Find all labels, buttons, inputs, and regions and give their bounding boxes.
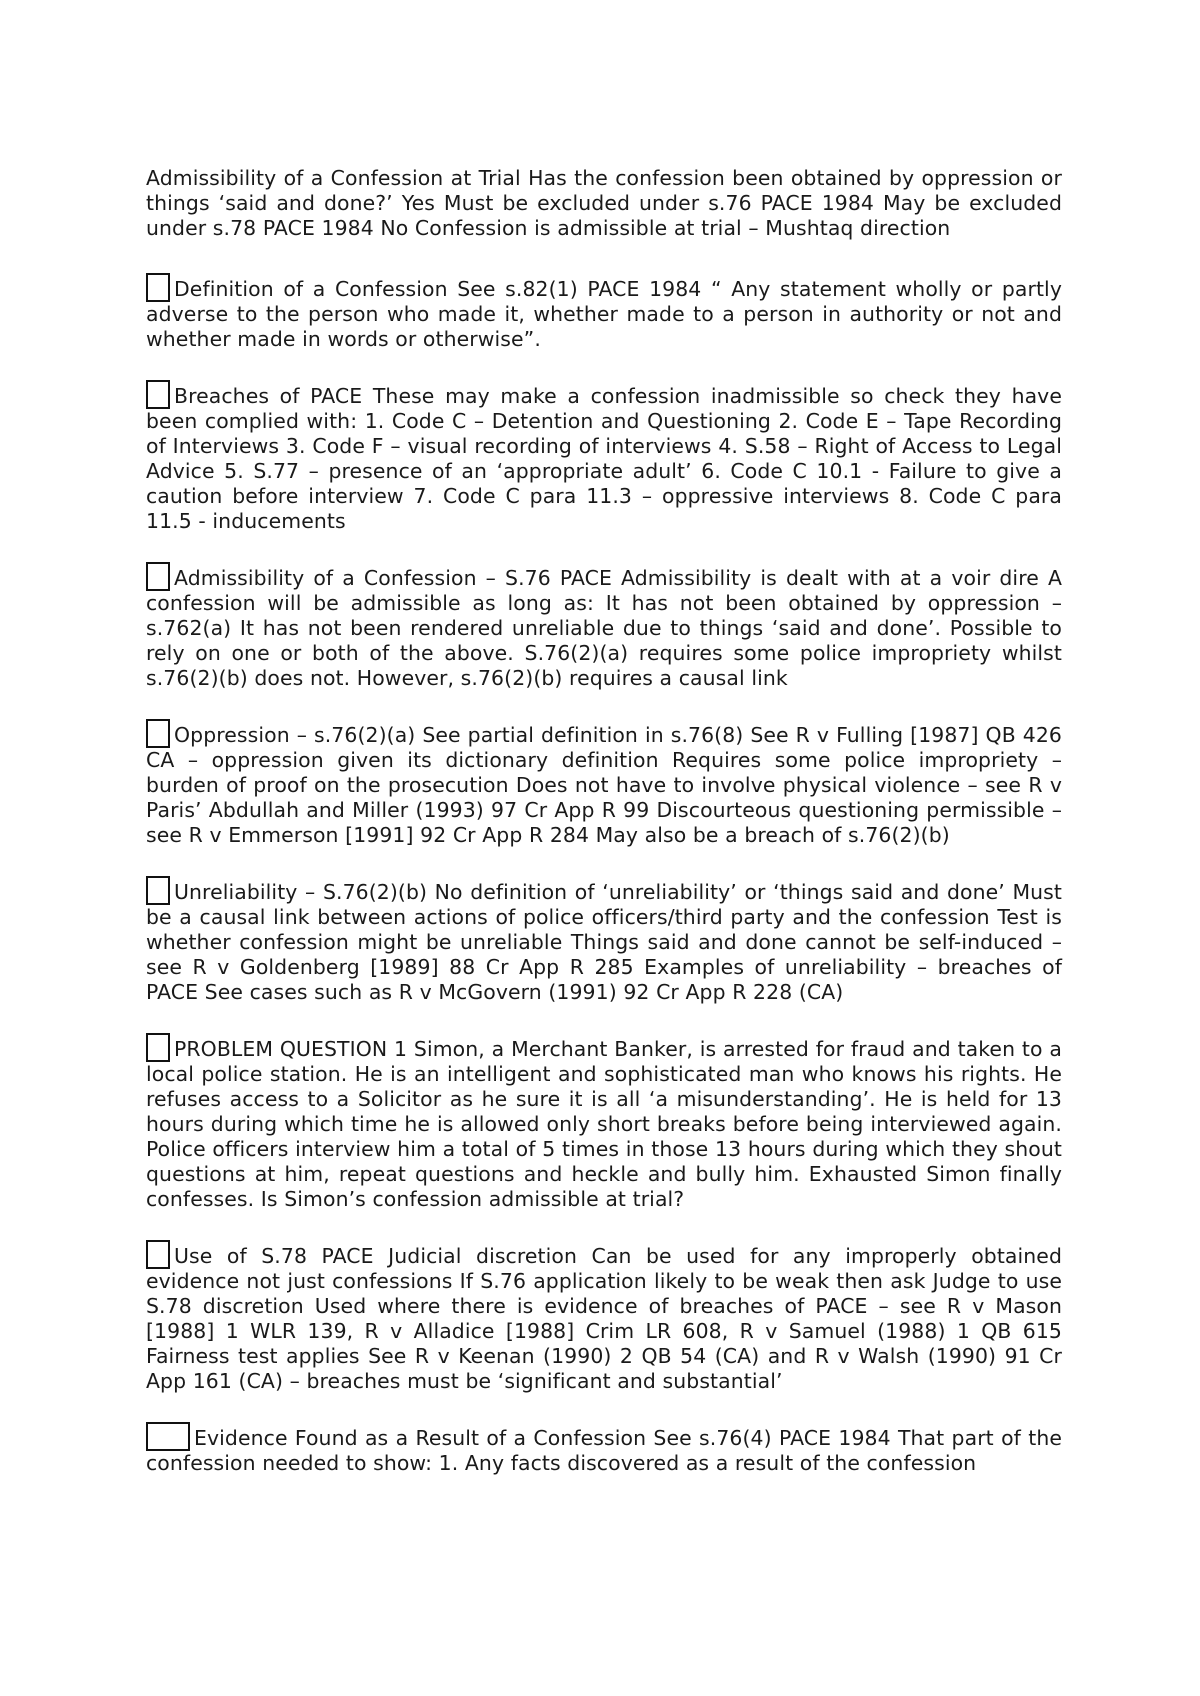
paragraph-text: Oppression – s.76(2)(a) See partial definition in s.76(8) See R v Fulling [1987] QB 426 CA – oppression given its dictionary definition Requires some police impropriety – burden of proof on the prosecution Does not have to involve physical violence – see R v Paris’ Abdullah and Miller (1993) 97 Cr App R 99 Discourteous questioning permissible – see R v Emmerson [1991] 92 Cr App R 284 May also be a breach of s.76(2)(b): [146, 723, 1062, 847]
checkbox-square-icon: [146, 1033, 170, 1062]
checkbox-square-icon: [146, 1422, 190, 1451]
paragraph-breaches: [146, 380, 1062, 534]
paragraph-text: Evidence Found as a Result of a Confession See s.76(4) PACE 1984 That part of the confession needed to show: 1. Any facts discovered as a result of the confession: [146, 1426, 1062, 1475]
paragraph-oppression: [146, 719, 1062, 848]
paragraph-evidence-found: [146, 1422, 1062, 1476]
paragraph-text: Unreliability – S.76(2)(b) No definition of ‘unreliability’ or ‘things said and done’ Must be a causal link between actions of police officers/third party and the confession Test is whether confession might be unreliable Things said and done cannot be self-induced – see R v Goldenberg [1989] 88 Cr App R 285 Examples of unreliability – breaches of PACE See cases such as R v McGovern (1991) 92 Cr App R 228 (CA): [146, 880, 1062, 1004]
checkbox-square-icon: [146, 719, 170, 748]
checkbox-square-icon: [146, 562, 170, 591]
checkbox-square-icon: [146, 1240, 170, 1269]
paragraph-s78: [146, 1240, 1062, 1394]
paragraph-definition: [146, 273, 1062, 352]
paragraph-unreliability: [146, 876, 1062, 1005]
checkbox-square-icon: [146, 273, 170, 302]
paragraph-problem-question: [146, 1033, 1062, 1212]
paragraph-text: Breaches of PACE These may make a confession inadmissible so check they have been complied with: 1. Code C – Detention and Questioning 2. Code E – Tape Recording of Interviews 3. Code F – visual recording of interviews 4. S.58 – Right of Access to Legal Advice 5. S.77 – presence of an ‘appropriate adult’ 6. Code C 10.1 - Failure to give a caution before interview 7. Code C para 11.3 – oppressive interviews 8. Code C para 11.5 - inducements: [146, 384, 1062, 533]
paragraph-text: Admissibility of a Confession – S.76 PACE Admissibility is dealt with at a voir dire A confession will be admissible as long as: It has not been obtained by oppression – s.762(a) It has not been rendered unreliable due to things ‘said and done’. Possible to rely on one or both of the above. S.76(2)(a) requires some police impropriety whilst s.76(2)(b) does not. However, s.76(2)(b) requires a causal link: [146, 566, 1062, 690]
paragraph-text: Definition of a Confession See s.82(1) PACE 1984 “ Any statement wholly or partly adverse to the person who made it, whether made to a person in authority or not and whether made in words or otherwise”.: [146, 277, 1062, 351]
paragraph-text: Use of S.78 PACE Judicial discretion Can be used for any improperly obtained evidence not just confessions If S.76 application likely to be weak then ask Judge to use S.78 discretion Used where there is evidence of breaches of PACE – see R v Mason [1988] 1 WLR 139, R v Alladice [1988] Crim LR 608, R v Samuel (1988) 1 QB 615 Fairness test applies See R v Keenan (1990) 2 QB 54 (CA) and R v Walsh (1990) 91 Cr App 161 (CA) – breaches must be ‘significant and substantial’: [146, 1244, 1062, 1393]
document-page: [146, 166, 1062, 1504]
paragraph-s76-admissibility: [146, 562, 1062, 691]
paragraph-admissibility-flow: [146, 166, 1062, 241]
checkbox-square-icon: [146, 380, 170, 409]
paragraph-text: PROBLEM QUESTION 1 Simon, a Merchant Banker, is arrested for fraud and taken to a local police station. He is an intelligent and sophisticated man who knows his rights. He refuses access to a Solicitor as he sure it is all ‘a misunderstanding’. He is held for 13 hours during which time he is allowed only short breaks before being interviewed again. Police officers interview him a total of 5 times in those 13 hours during which they shout questions at him, repeat questions and heckle and bully him. Exhausted Simon finally confesses. Is Simon’s confession admissible at trial?: [146, 1037, 1062, 1211]
paragraph-text: Admissibility of a Confession at Trial Has the confession been obtained by oppression or things ‘said and done?’ Yes Must be excluded under s.76 PACE 1984 May be excluded under s.78 PACE 1984 No Confession is admissible at trial – Mushtaq direction: [146, 166, 1062, 240]
checkbox-square-icon: [146, 876, 170, 905]
